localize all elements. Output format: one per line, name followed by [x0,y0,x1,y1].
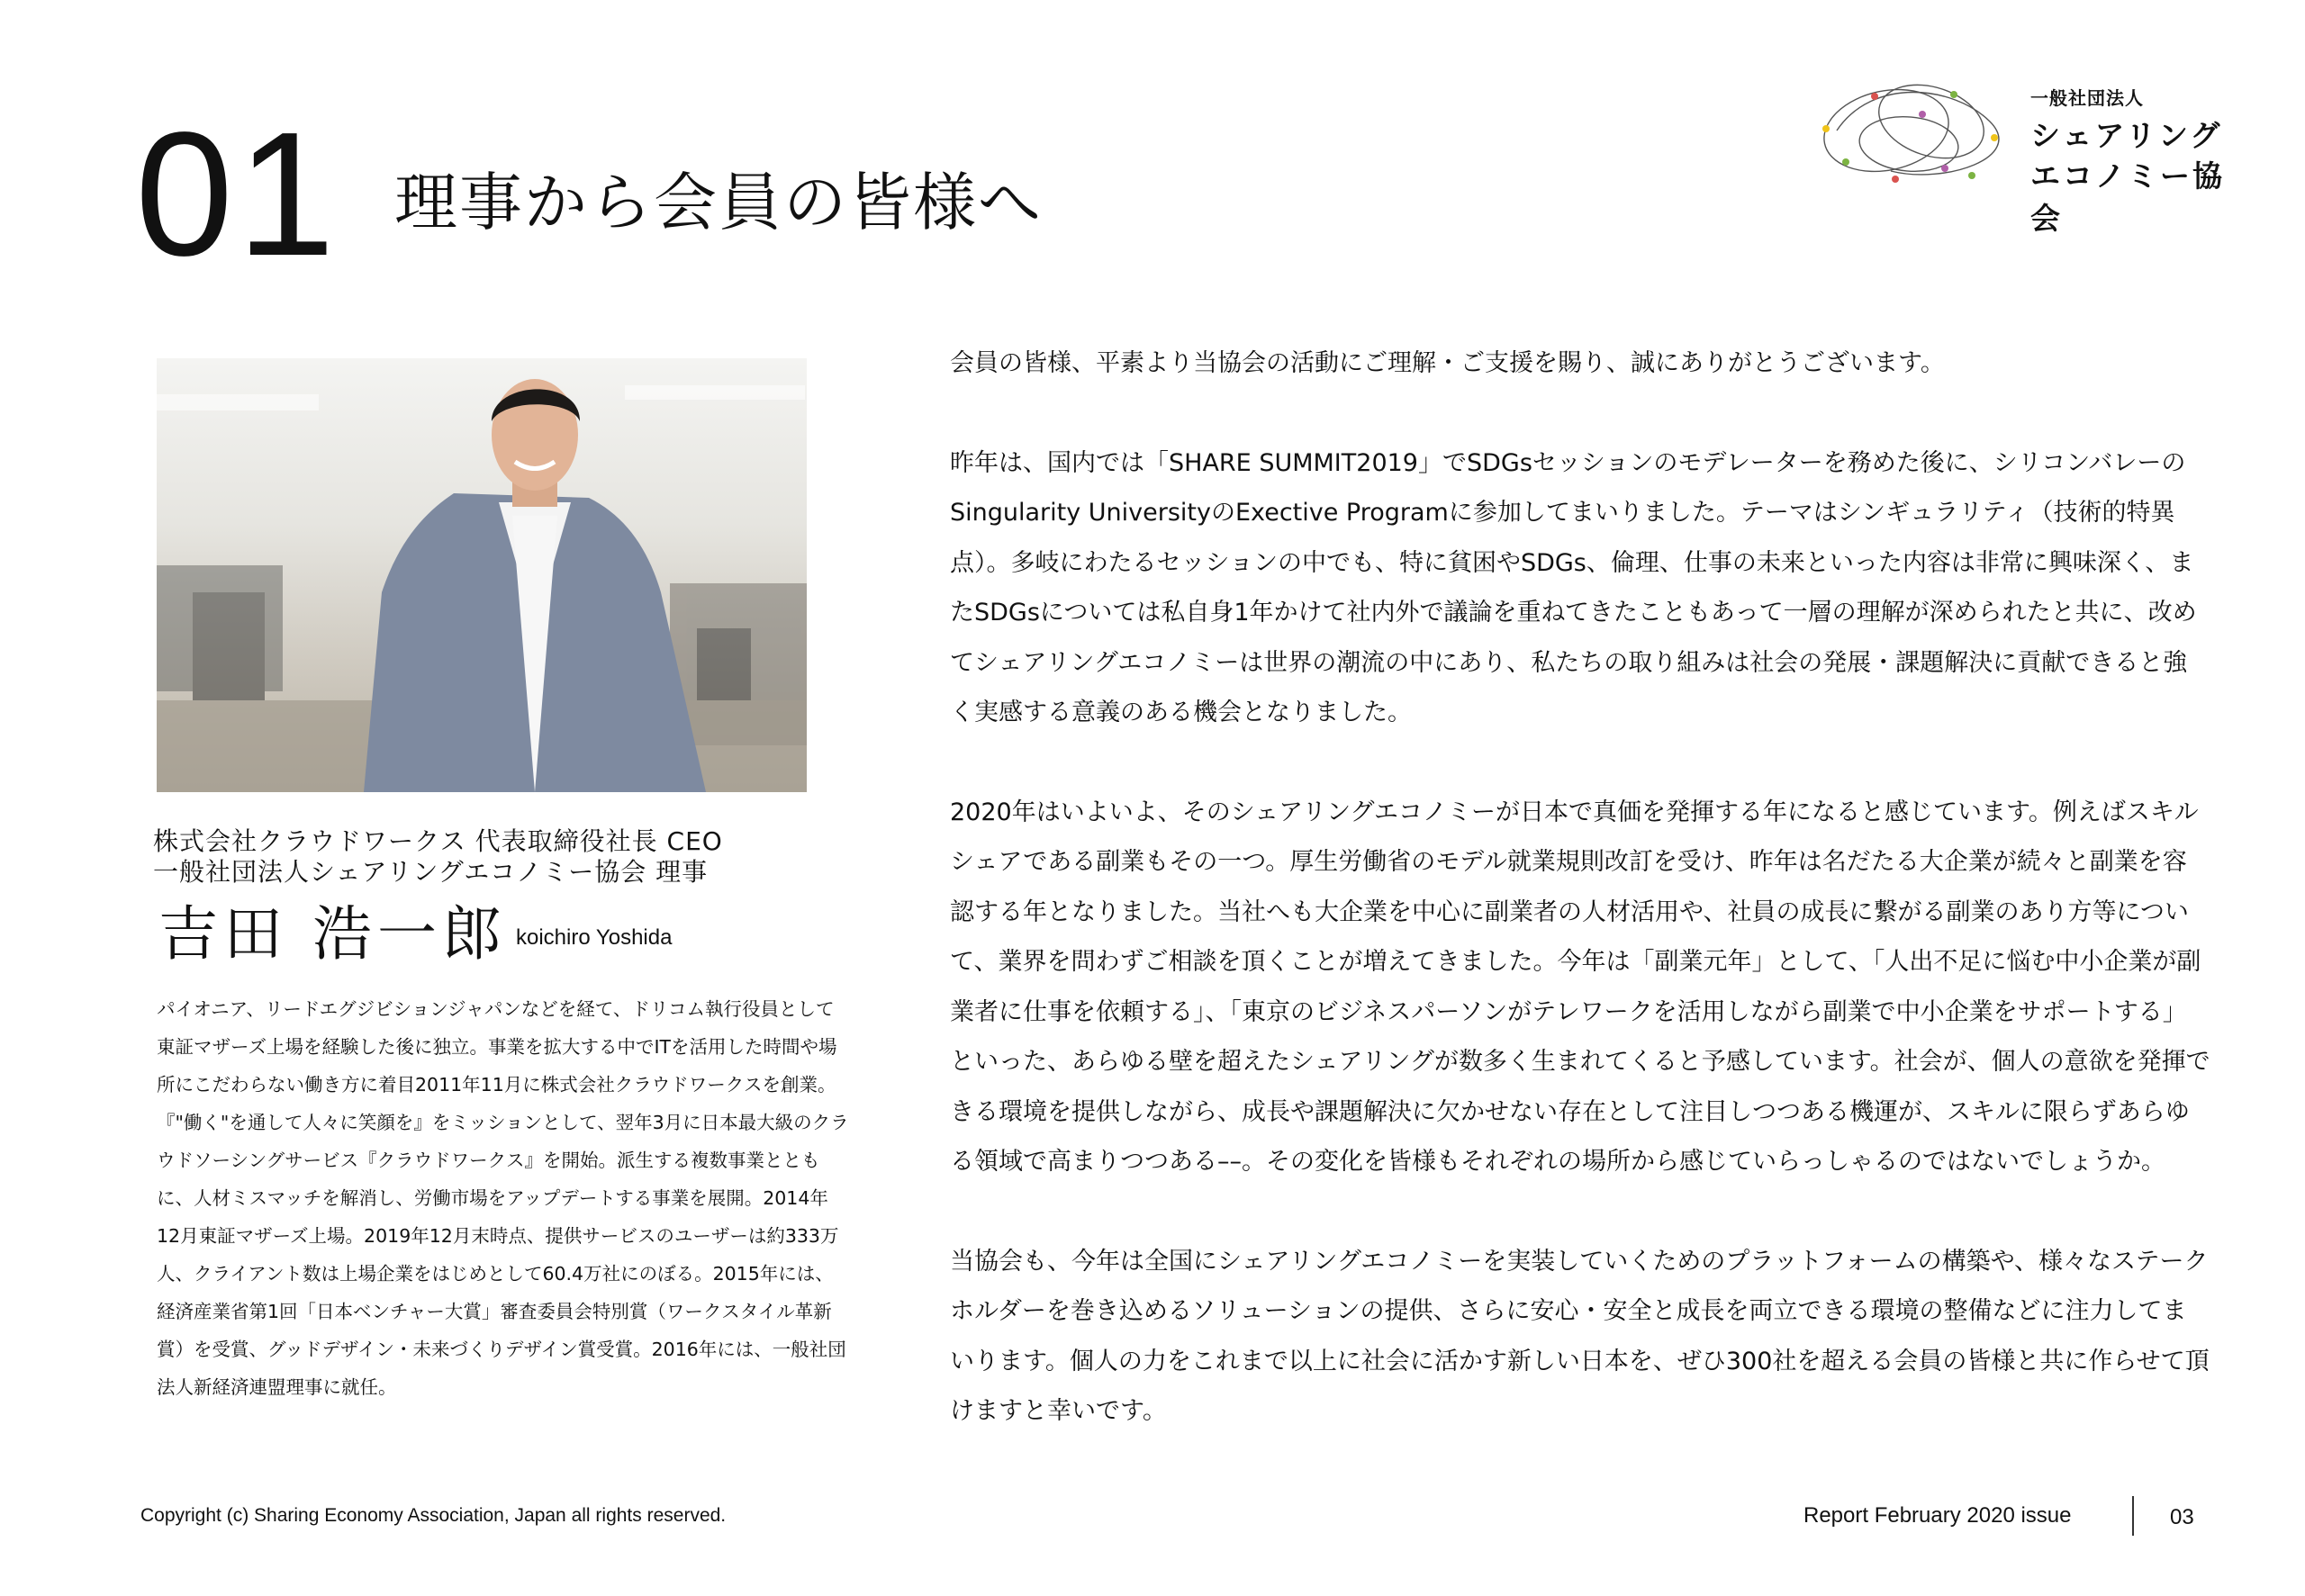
message-paragraph: 会員の皆様、平素より当協会の活動にご理解・ご支援を賜り、誠にありがとうございます。 [950,349,1945,377]
person-name: 吉田 浩一郎 [158,899,507,969]
footer-copyright: Copyright (c) Sharing Economy Association, Japan all rights reserved. [140,1505,727,1526]
message-paragraph: 当協会も、今年は全国にシェアリングエコノミーを実装していくためのプラットフォームの構築や、様々なステークホルダーを巻き込めるソリューションの提供、さらに安心・安全と成長を両立できる環境の整備などに注力してまいります。個人の力をこれまで以上に社会に活かす新しい日本を、ぜひ300社を超える会員の皆様と共に作らせて頂けますと幸いです。 [950,1247,2210,1425]
profile-title-line2: 一般社団法人シェアリングエコノミー協会 理事 [153,857,709,887]
profile-title-line1: 株式会社クラウドワークス 代表取締役社長 CEO [153,826,723,856]
profile-bio: パイオニア、リードエグジビションジャパンなどを経て、ドリコム執行役員として東証マザーズ上場を経験した後に独立。事業を拡大する中でITを活用した時間や場所にこだわらない働き方に着目2011年11月に株式会社クラウドワークスを創業。『"働く"を通して人々に笑顔を』をミッションとして、翌年3月に日本最大級のクラウドソーシングサービス『クラウドワークス』を開始。派生する複数事業とともに、人材ミスマッチを解消し、労働市場をアップデートする事業を展開。2014年12月東証マザーズ上場。2019年12月末時点、提供サービスのユーザーは約333万人、クライアント数は上場企業をはじめとして60.4万社にのぼる。2015年には、経済産業省第1回「日本ベンチャー大賞」審査委員会特別賞（ワークスタイル革新賞）を受賞、グッドデザイン・未来づくりデザイン賞受賞。2016年には、一般社団法人新経済連盟理事に就任。 [157,998,849,1398]
portrait-photo [157,358,807,792]
message-paragraph: 昨年は、国内では「SHARE SUMMIT2019」でSDGsセッションのモデレーターを務めた後に、シリコンバレーのSingularity UniversityのExective Programに参加してまいりました。テーマはシンギュラリティ（技術的特異点）。多岐にわたるセッションの中でも、特に貧困やSDGs、倫理、仕事の未来といった内容は非常に興味深く、またSDGsについては私自身1年かけて社内外で議論を重ねてきたこともあって一層の理解が深められたと共に、改めてシェアリングエコノミーは世界の潮流の中にあり、私たちの取り組みは社会の発展・課題解決に貢献できると強く実感する意義のある機会となりました。 [950,448,2197,726]
message-paragraph: 2020年はいよいよ、そのシェアリングエコノミーが日本で真価を発揮する年になると感じています。例えばスキルシェアである副業もその一つ。厚生労働省のモデル就業規則改訂を受け、昨年は名だたる大企業が続々と副業を容認する年となりました。当社へも大企業を中心に副業者の人材活用や、社員の成長に繋がる副業のあり方等について、業界を問わずご相談を頂くことが増えてきました。今年は「副業元年」として、「人出不足に悩む中小企業が副業者に仕事を依頼する」、「東京のビジネスパーソンがテレワークを活用しながら副業で中小企業をサポートする」といった、あらゆる壁を超えたシェアリングが数多く生まれてくると予感しています。社会が、個人の意欲を発揮できる環境を提供しながら、成長や課題解決に欠かせない存在として注目しつつある機運が、スキルに限らずあらゆる領域で高まりつつある––。その変化を皆様もそれぞれの場所から感じていらっしゃるのではないでしょうか。 [950,798,2210,1176]
page-number: 03 [2170,1505,2194,1529]
association-logo [1810,68,2233,236]
message-body [950,338,2210,1486]
logo-name-line2: エコノミー協会 [2030,158,2225,236]
section-number: 01 [135,95,339,293]
logo-name-line1: シェアリング [2030,118,2223,153]
footer-report-issue: Report February 2020 issue [1803,1503,2072,1528]
logo-loops-icon [1810,68,2026,203]
logo-org-type: 一般社団法人 [2030,87,2144,109]
section-title: 理事から会員の皆様へ [394,166,1043,239]
person-name-roman: koichiro Yoshida [516,925,673,950]
footer-divider [2132,1496,2134,1536]
